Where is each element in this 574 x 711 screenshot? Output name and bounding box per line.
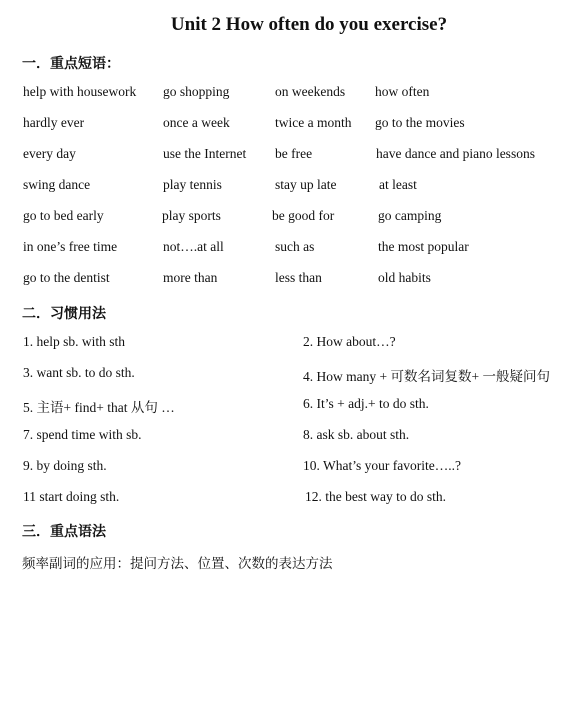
usage-item: 1. help sb. with sth: [23, 334, 126, 349]
phrase-item: use the Internet: [163, 146, 247, 161]
phrase-item: be free: [275, 146, 313, 161]
phrase-item: once a week: [163, 115, 230, 130]
phrase-item: old habits: [378, 270, 431, 285]
phrase-row: [0, 208, 574, 239]
usage-row: [0, 396, 574, 427]
phrase-row: [0, 239, 574, 270]
usage-item: 4. How many + 可数名词复数+ 一般疑问句: [303, 369, 550, 384]
phrase-item: help with housework: [23, 84, 137, 99]
phrase-table: [0, 84, 574, 301]
phrase-item: go shopping: [163, 84, 230, 99]
usage-item: 5. 主语+ find+ that 从句 …: [23, 400, 175, 415]
phrase-item: at least: [379, 177, 417, 192]
phrase-item: on weekends: [275, 84, 346, 99]
phrase-item: such as: [275, 239, 315, 254]
phrase-item: go camping: [378, 208, 442, 223]
grammar-text: 频率副词的应用：提问方法、位置、次数的表达方法: [22, 556, 333, 571]
phrase-item: twice a month: [275, 115, 352, 130]
usage-row: [0, 489, 574, 520]
phrases-heading: 一．重点短语：: [22, 57, 120, 72]
phrase-item: not….at all: [163, 239, 224, 254]
usage-row: [0, 458, 574, 489]
phrase-item: go to the dentist: [23, 270, 110, 285]
usage-heading: 二．习惯用法: [22, 307, 106, 322]
phrase-row: [0, 270, 574, 301]
usage-item: 10. What’s your favorite…..?: [303, 458, 461, 473]
phrase-item: go to bed early: [23, 208, 104, 223]
phrase-item: play sports: [162, 208, 221, 223]
phrase-item: hardly ever: [23, 115, 85, 130]
phrase-item: every day: [23, 146, 76, 161]
usage-item: 9. by doing sth.: [23, 458, 107, 473]
usage-row: [0, 334, 574, 365]
grammar-heading: 三．重点语法: [22, 525, 106, 540]
page-title: Unit 2 How often do you exercise?: [170, 14, 448, 35]
phrase-item: stay up late: [275, 177, 337, 192]
phrase-row: [0, 177, 574, 208]
phrase-item: less than: [275, 270, 322, 285]
phrase-item: more than: [163, 270, 218, 285]
usage-row: [0, 427, 574, 458]
usage-list: [0, 334, 574, 520]
phrase-item: in one’s free time: [23, 239, 118, 254]
phrase-row: [0, 146, 574, 177]
phrase-item: the most popular: [378, 239, 469, 254]
usage-row: [0, 365, 574, 396]
phrase-row: [0, 115, 574, 146]
phrase-item: swing dance: [23, 177, 91, 192]
phrase-item: go to the movies: [375, 115, 465, 130]
phrase-item: be good for: [272, 208, 335, 223]
phrase-item: how often: [375, 84, 430, 99]
phrase-row: [0, 84, 574, 115]
usage-item: 12. the best way to do sth.: [305, 489, 446, 504]
usage-item: 8. ask sb. about sth.: [303, 427, 410, 442]
usage-item: 6. It’s + adj.+ to do sth.: [303, 396, 429, 411]
usage-item: 7. spend time with sb.: [23, 427, 142, 442]
phrase-item: have dance and piano lessons: [376, 146, 535, 161]
usage-item: 2. How about…?: [303, 334, 396, 349]
phrase-item: play tennis: [163, 177, 222, 192]
usage-item: 11 start doing sth.: [23, 489, 120, 504]
usage-item: 3. want sb. to do sth.: [23, 365, 135, 380]
